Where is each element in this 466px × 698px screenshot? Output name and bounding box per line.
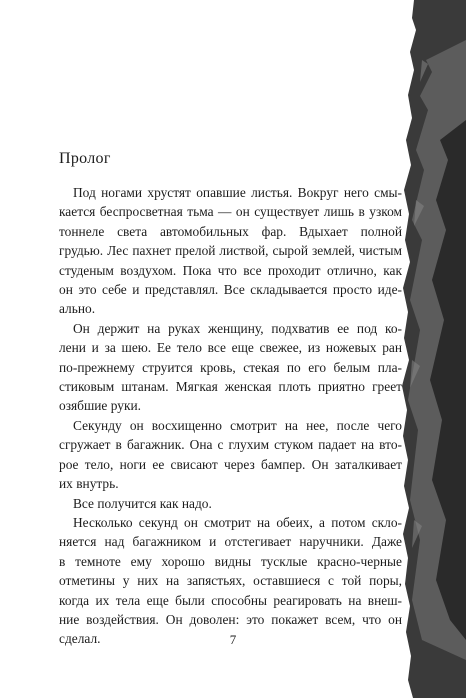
paragraph [59, 416, 402, 494]
text-line: их внутрь. [59, 476, 119, 492]
text-line: грудью. Лес пахнет прелой листвой, сырой землей, чистым [59, 243, 402, 259]
paragraph [59, 319, 402, 416]
text-line: ально. [59, 301, 96, 317]
torn-page-edge [402, 0, 466, 698]
text-line: лени и за шею. Ее тело все еще свежее, из ножевых ран [59, 340, 402, 356]
text-line: он это себе и представлял. Все складывается просто иде- [59, 282, 402, 298]
text-line: сгружает в багажник. Она с глухим стуком падает на вто- [59, 437, 402, 453]
text-line: озябшие руки. [59, 398, 141, 414]
text-line: кается беспросветная тьма — он существует лишь в узком [59, 204, 402, 220]
text-line: няется над багажником и отстегивает наручники. Даже [59, 534, 402, 550]
page-number: 7 [229, 632, 237, 647]
text-line: в темноте ему хорошо видны тусклые красно-черные [59, 553, 402, 569]
text-line: Несколько секунд он смотрит на обеих, а потом скло- [73, 514, 402, 530]
paragraph [59, 494, 402, 513]
text-line: Под ногами хрустят опавшие листья. Вокруг него смы- [73, 185, 402, 200]
text-line: по-прежнему струится кровь, стекая по его белым пла- [59, 359, 402, 375]
text-line: студеным воздухом. Пока что все проходит отлично, как [59, 262, 402, 278]
chapter-title: Пролог [59, 150, 111, 167]
text-line: когда их тела еще были способны реагировать на внеш- [59, 592, 402, 608]
paragraph [59, 513, 402, 649]
body-text [59, 183, 402, 649]
text-line: рое тело, ноги ее свисают через бампер. Он заталкивает [59, 456, 402, 472]
paragraph [59, 183, 402, 319]
text-line: Все получится как надо. [73, 495, 212, 511]
text-line: отметины у них на запястьях, оставшиеся с той поры, [59, 573, 402, 589]
text-line: ние воздействия. Он доволен: это покажет всем, что он [59, 611, 402, 627]
text-line: Он держит на руках женщину, подхватив ее под ко- [73, 320, 402, 336]
text-line: тоннеле света автомобильных фар. Вдыхает полной [59, 223, 402, 239]
text-line: стиковым штанам. Мягкая женская плоть приятно греет [59, 379, 402, 395]
text-line: Секунду он восхищенно смотрит на нее, после чего [73, 417, 402, 433]
text-line: сделал. [59, 631, 101, 647]
